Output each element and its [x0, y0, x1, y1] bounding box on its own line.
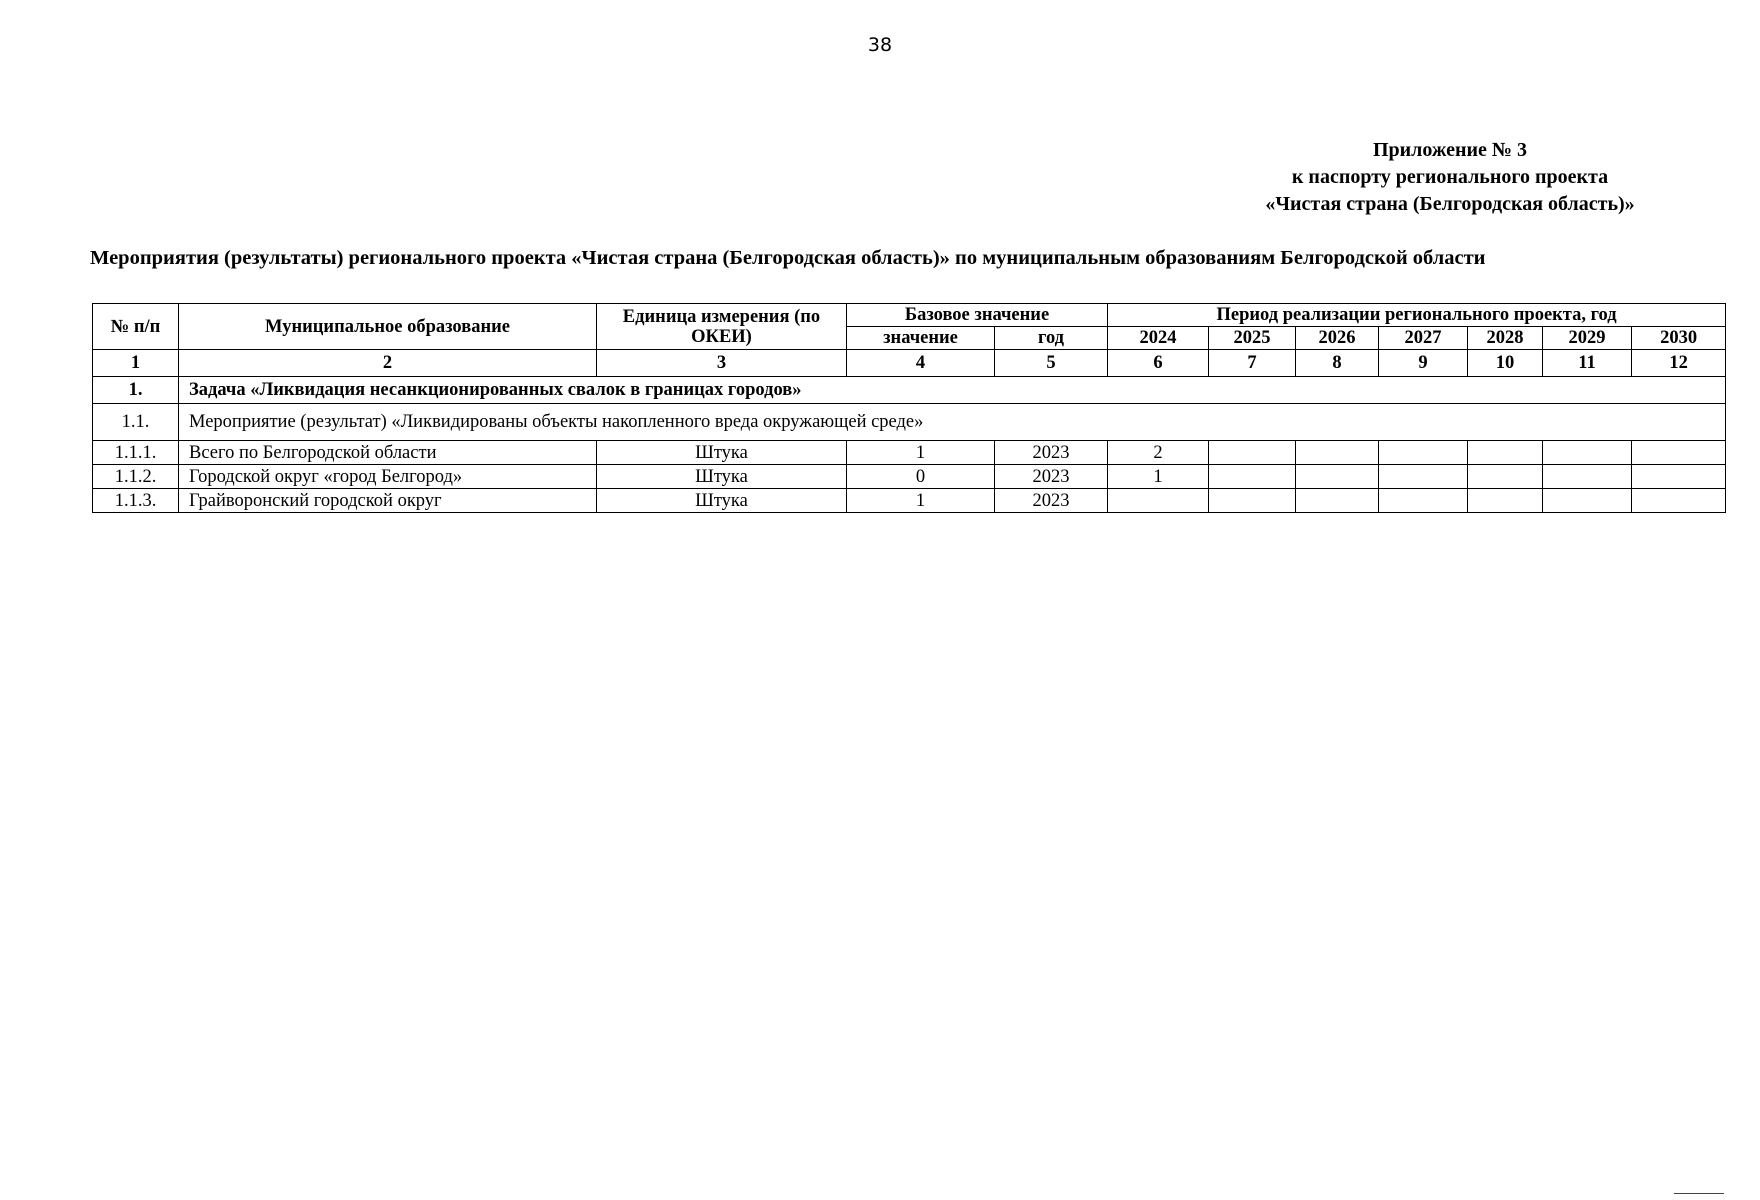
header-base-year: год — [995, 327, 1108, 350]
row-year-value — [1296, 441, 1379, 465]
row-municipality: Грайворонский городской округ — [179, 489, 597, 513]
header-base: Базовое значение — [847, 304, 1108, 327]
row-unit: Штука — [597, 489, 847, 513]
header-year: 2029 — [1543, 327, 1632, 350]
appendix-line-1: Приложение № 3 — [1372, 139, 1528, 161]
header-base-value: значение — [847, 327, 995, 350]
row-year-value — [1379, 465, 1468, 489]
row-year-value — [1296, 465, 1379, 489]
document-title: Мероприятия (результаты) регионального проекта «Чистая страна (Белгородская область)» по муниципальным образованиям Белгородской области — [90, 247, 1486, 269]
task-text: Задача «Ликвидация несанкционированных свалок в границах городов» — [179, 377, 1726, 404]
row-number: 1.1.3. — [93, 489, 179, 513]
task-row — [93, 377, 1726, 404]
row-year-value — [1543, 489, 1632, 513]
row-municipality: Городской округ «город Белгород» — [179, 465, 597, 489]
row-unit: Штука — [597, 465, 847, 489]
header-year: 2025 — [1209, 327, 1296, 350]
table-row — [93, 489, 1726, 513]
row-year-value — [1543, 465, 1632, 489]
task-number: 1. — [93, 377, 179, 404]
column-number: 11 — [1543, 350, 1632, 377]
column-number: 4 — [847, 350, 995, 377]
results-table — [92, 303, 1726, 513]
row-year-value — [1632, 489, 1726, 513]
appendix-header — [1180, 137, 1720, 218]
row-base-value: 0 — [847, 465, 995, 489]
row-base-value: 1 — [847, 489, 995, 513]
header-num: № п/п — [93, 304, 179, 350]
row-year-value — [1468, 465, 1543, 489]
scan-line — [1674, 1193, 1724, 1194]
row-year-value — [1632, 441, 1726, 465]
row-year-value — [1543, 441, 1632, 465]
header-year: 2028 — [1468, 327, 1543, 350]
table-row — [93, 465, 1726, 489]
event-number: 1.1. — [93, 404, 179, 441]
column-number: 12 — [1632, 350, 1726, 377]
row-year-value — [1209, 489, 1296, 513]
row-number: 1.1.1. — [93, 441, 179, 465]
column-number: 2 — [179, 350, 597, 377]
page-number: 38 — [867, 34, 893, 56]
row-year-value — [1379, 489, 1468, 513]
header-row-1 — [93, 304, 1726, 327]
row-base-value: 1 — [847, 441, 995, 465]
header-year: 2030 — [1632, 327, 1726, 350]
column-number: 10 — [1468, 350, 1543, 377]
header-year: 2024 — [1108, 327, 1209, 350]
row-year-value — [1209, 441, 1296, 465]
header-year: 2027 — [1379, 327, 1468, 350]
column-number: 8 — [1296, 350, 1379, 377]
header-municipality: Муниципальное образование — [179, 304, 597, 350]
appendix-line-2: к паспорту регионального проекта — [1291, 166, 1609, 188]
column-number: 7 — [1209, 350, 1296, 377]
row-year-value — [1209, 465, 1296, 489]
row-municipality: Всего по Белгородской области — [179, 441, 597, 465]
row-year-value — [1108, 489, 1209, 513]
row-unit: Штука — [597, 441, 847, 465]
column-number: 3 — [597, 350, 847, 377]
row-year-value — [1468, 441, 1543, 465]
event-row — [93, 404, 1726, 441]
row-number: 1.1.2. — [93, 465, 179, 489]
row-base-year: 2023 — [995, 465, 1108, 489]
appendix-line-3: «Чистая страна (Белгородская область)» — [1265, 193, 1635, 215]
row-year-value — [1468, 489, 1543, 513]
column-number: 6 — [1108, 350, 1209, 377]
event-text: Мероприятие (результат) «Ликвидированы объекты накопленного вреда окружающей среде» — [179, 404, 1726, 441]
header-period: Период реализации регионального проекта, год — [1108, 304, 1726, 327]
row-year-value: 1 — [1108, 465, 1209, 489]
row-year-value: 2 — [1108, 441, 1209, 465]
row-year-value — [1379, 441, 1468, 465]
table-row — [93, 441, 1726, 465]
column-number: 1 — [93, 350, 179, 377]
row-base-year: 2023 — [995, 489, 1108, 513]
column-numbers-row — [93, 350, 1726, 377]
column-number: 9 — [1379, 350, 1468, 377]
header-unit: Единица измерения (по ОКЕИ) — [597, 304, 847, 350]
column-number: 5 — [995, 350, 1108, 377]
row-year-value — [1296, 489, 1379, 513]
header-year: 2026 — [1296, 327, 1379, 350]
row-year-value — [1632, 465, 1726, 489]
row-base-year: 2023 — [995, 441, 1108, 465]
